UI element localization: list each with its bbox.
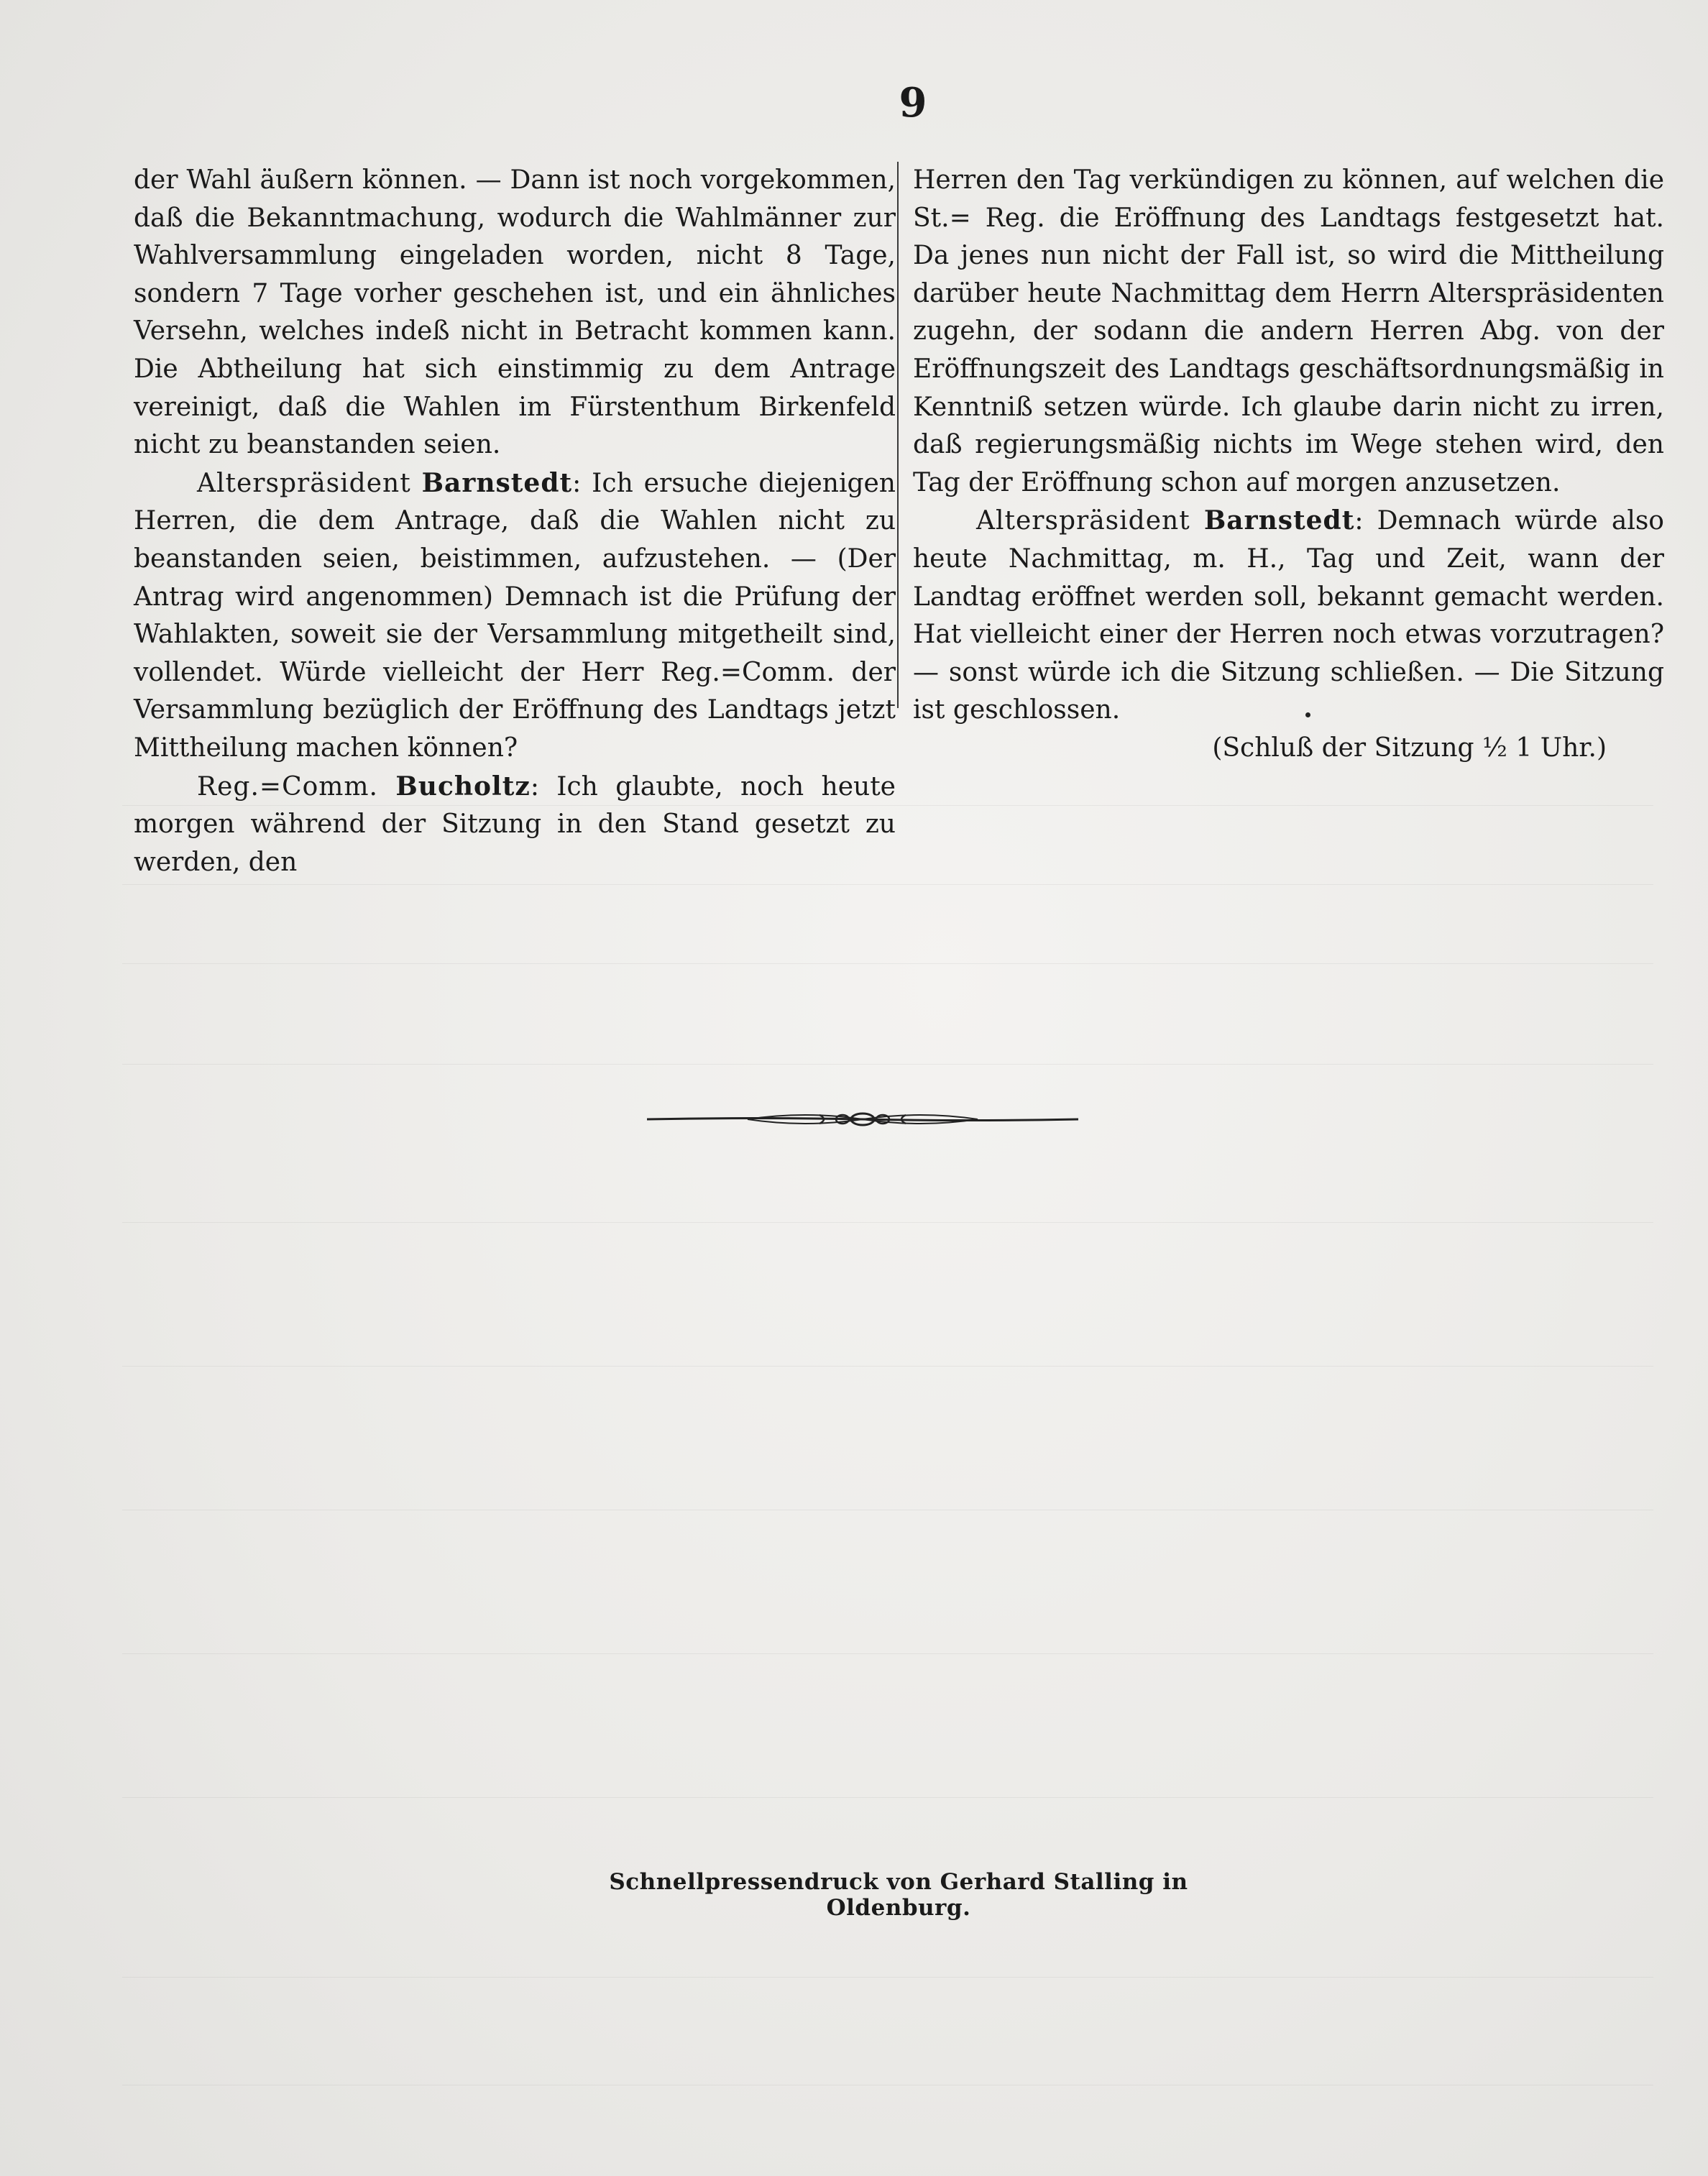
bleed-through-line — [122, 1064, 1653, 1065]
speaker-title: Alterspräsident — [197, 468, 411, 498]
right-column — [913, 162, 1664, 768]
bleed-through-line — [122, 963, 1653, 964]
left-paragraph-2 — [134, 464, 896, 768]
ornament-dot — [1305, 712, 1310, 717]
divider-ornament — [647, 1105, 1078, 1134]
page-number: 9 — [899, 79, 927, 127]
speech-text: : Ich glaubte, noch heute morgen während der Sitzung in den Stand gesetzt zu werden, den — [134, 771, 896, 877]
left-column — [134, 162, 896, 881]
speaker-title: Alterspräsident — [976, 506, 1190, 536]
bleed-through-line — [122, 884, 1653, 885]
right-paragraph-2 — [913, 502, 1664, 730]
printer-imprint: Schnellpressendruck von Gerhard Stalling in Oldenburg. — [609, 1869, 1188, 1921]
bleed-through-line — [122, 1797, 1653, 1798]
column-divider — [897, 162, 899, 708]
speaker-title: Reg.=Comm. — [197, 771, 378, 802]
speech-text: : Ich ersuche diejenigen Herren, die dem Antrage, daß die Wahlen nicht zu beanstanden seien, beistimmen, aufzustehen. — (Der Antrag wird angenommen) Demnach ist die Prüfung der Wahlakten, soweit sie der Versammlung mitgetheilt sind, vollendet. Würde vielleicht der Herr Reg.=Comm. der Versammlung bezüglich der Eröffnung des Landtags jetzt Mittheilung machen können? — [134, 468, 896, 763]
speaker-name: Barnstedt — [1203, 505, 1355, 536]
left-paragraph-1: der Wahl äußern können. — Dann ist noch vorgekommen, daß die Bekanntmachung, wodurch die Wahlmänner zur Wahlversammlung eingeladen worden, nicht 8 Tage, sondern 7 Tage vorher geschehen ist, und ein ähnliches Versehn, welches indeß nicht in Betracht kommen kann. Die Abtheilung hat sich einstimmig zu dem Antrage vereinigt, daß die Wahlen im Fürstenthum Birkenfeld nicht zu beanstanden seien. — [134, 165, 896, 460]
bleed-through-line — [122, 1366, 1653, 1367]
right-paragraph-1: Herren den Tag verkündigen zu können, auf welchen die St.= Reg. die Eröffnung des Landtags festgesetzt hat. Da jenes nun nicht der Fall ist, so wird die Mittheilung darüber heute Nachmittag dem Herrn Alterspräsidenten zugehn, der sodann die andern Herren Abg. von der Eröffnungszeit des Landtags geschäftsordnungsmäßig in Kenntniß setzen würde. Ich glaube darin nicht zu irren, daß regierungsmäßig nichts im Wege stehen wird, den Tag der Eröffnung schon auf morgen anzusetzen. — [913, 165, 1664, 497]
speech-text: : Demnach würde also heute Nachmittag, m. H., Tag und Zeit, wann der Landtag eröffnet werden soll, bekannt gemacht werden. Hat vielleicht einer der Herren noch etwas vorzutragen? — sonst würde ich die Sitzung schließen. — Die Sitzung ist geschlossen. — [913, 506, 1664, 725]
bleed-through-line — [122, 1222, 1653, 1223]
speaker-name: Bucholtz — [395, 771, 531, 802]
speaker-name: Barnstedt — [421, 467, 573, 498]
bleed-through-line — [122, 1653, 1653, 1654]
session-closing-note: (Schluß der Sitzung ½ 1 Uhr.) — [1212, 733, 1607, 763]
left-paragraph-3 — [134, 768, 896, 882]
bleed-through-line — [122, 1977, 1653, 1978]
